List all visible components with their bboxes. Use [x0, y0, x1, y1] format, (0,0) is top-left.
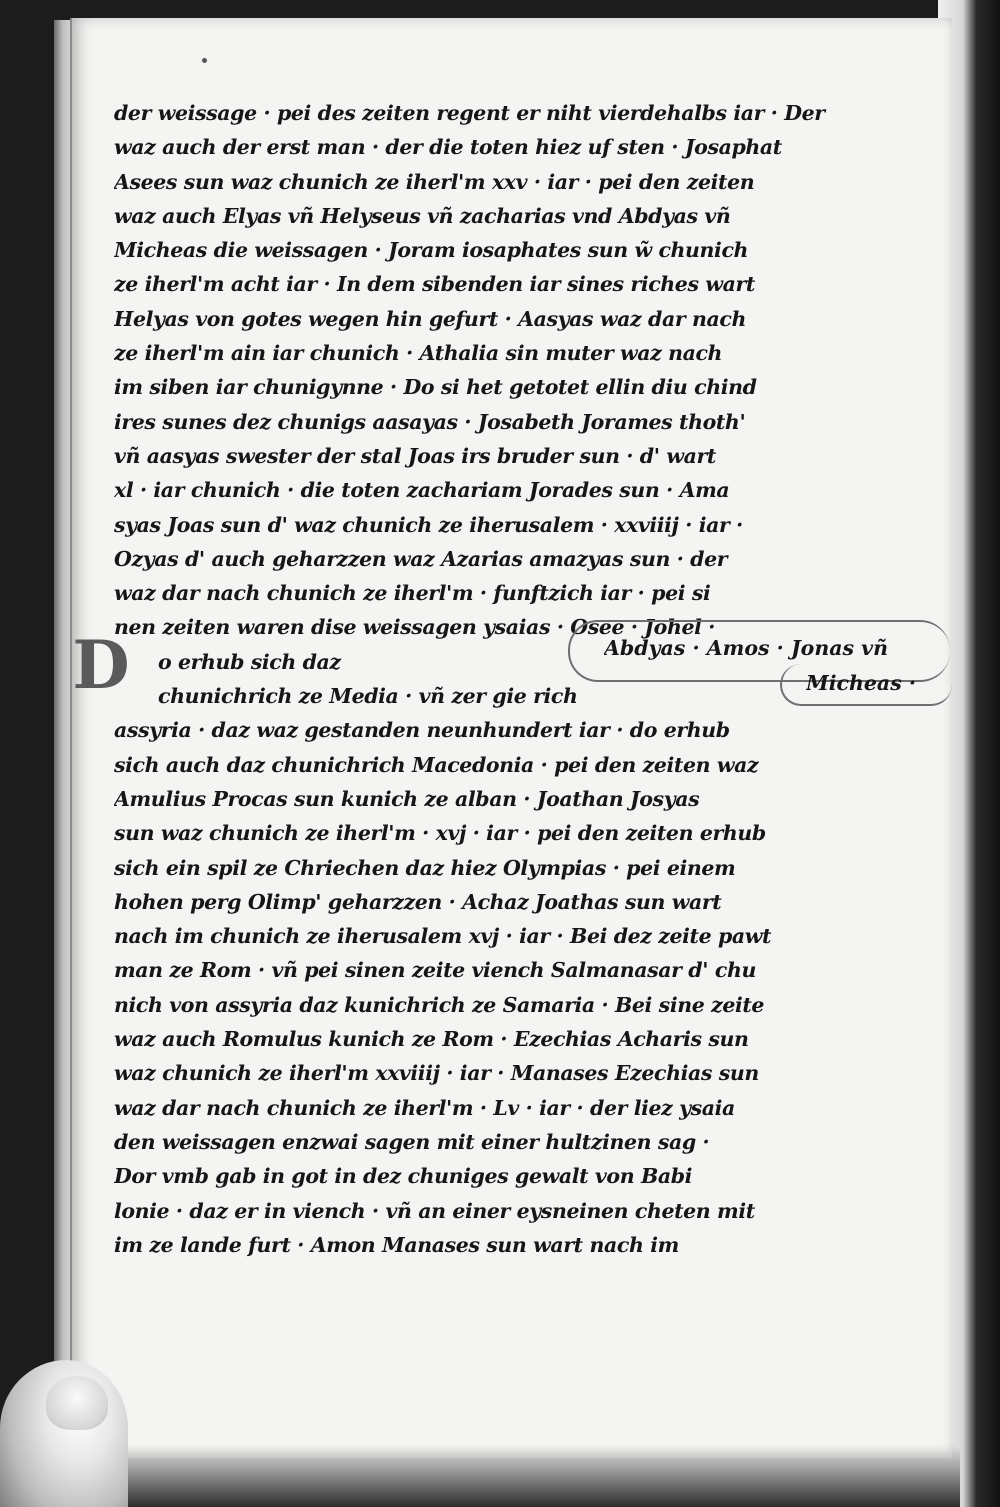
- text-line: sun waz chunich ze iherl'm · xvj · iar · pei den zeiten erhub: [114, 821, 766, 846]
- text-line: Micheas die weissagen · Joram iosaphates sun w̃ chunich: [114, 238, 749, 263]
- text-line: Ozyas d' auch geharzzen waz Azarias amazyas sun · der: [114, 546, 728, 571]
- text-line: nen zeiten waren dise weissagen ysaias · Osee · Johel ·: [114, 615, 715, 640]
- text-line: Asees sun waz chunich ze iherl'm xxv · iar · pei den zeiten: [114, 169, 755, 194]
- text-line: im ze lande furt · Amon Manases sun wart nach im: [114, 1232, 679, 1257]
- text-line: waz auch Elyas vñ Helyseus vñ zacharias vnd Abdyas vñ: [114, 203, 731, 228]
- text-line: o erhub sich daz: [158, 649, 341, 674]
- text-line: vñ aasyas swester der stal Joas irs bruder sun · d' wart: [114, 443, 716, 468]
- text-line: syas Joas sun d' waz chunich ze iherusalem · xxviiij · iar ·: [114, 512, 743, 537]
- thumbnail-highlight: [46, 1376, 108, 1430]
- text-line: lonie · daz er in viench · vñ an einer eysneinen cheten mit: [114, 1198, 755, 1223]
- text-line: assyria · daz waz gestanden neunhundert iar · do erhub: [114, 718, 730, 743]
- text-line: xl · iar chunich · die toten zachariam Jorades sun · Ama: [114, 478, 730, 503]
- text-line: Dor vmb gab in got in dez chuniges gewalt von Babi: [114, 1164, 693, 1189]
- text-line: Helyas von gotes wegen hin gefurt · Aasyas waz dar nach: [114, 306, 746, 331]
- text-line: den weissagen enzwai sagen mit einer hultzinen sag ·: [114, 1129, 710, 1154]
- text-line: der weissage · pei des zeiten regent er niht vierdehalbs iar · Der: [114, 101, 825, 125]
- text-line: waz auch Romulus kunich ze Rom · Ezechias Acharis sun: [114, 1027, 749, 1052]
- text-line: nach im chunich ze iherusalem xvj · iar · Bei dez zeite pawt: [114, 924, 772, 949]
- text-line: waz auch der erst man · der die toten hiez uf sten · Josaphat: [114, 135, 782, 160]
- text-line: chunichrich ze Media · vñ zer gie rich: [158, 684, 578, 709]
- text-line: sich auch daz chunichrich Macedonia · pei den zeiten waz: [114, 752, 759, 777]
- text-line: ze iherl'm acht iar · In dem sibenden iar sines riches wart: [114, 272, 755, 297]
- text-line: waz dar nach chunich ze iherl'm · funftzich iar · pei si: [114, 581, 711, 606]
- text-line: man ze Rom · vñ pei sinen zeite viench Salmanasar d' chu: [114, 958, 756, 983]
- text-line: Amulius Procas sun kunich ze alban · Joathan Josyas: [114, 786, 700, 811]
- marginal-note-2: Micheas ·: [806, 671, 917, 695]
- text-line: nich von assyria daz kunichrich ze Samaria · Bei sine zeite: [114, 992, 765, 1017]
- decorated-initial: D: [72, 626, 130, 704]
- text-line: waz chunich ze iherl'm xxviiij · iar · Manases Ezechias sun: [114, 1061, 759, 1086]
- text-line: im siben iar chunigynne · Do si het getotet ellin diu chind: [114, 375, 757, 400]
- text-line: ires sunes dez chunigs aasayas · Josabeth Jorames thoth': [114, 409, 746, 434]
- manuscript-text: [114, 96, 904, 1262]
- text-line: waz dar nach chunich ze iherl'm · Lv · iar · der liez ysaia: [114, 1095, 735, 1120]
- text-line: sich ein spil ze Chriechen daz hiez Olympias · pei einem: [114, 855, 736, 880]
- text-line: ze iherl'm ain iar chunich · Athalia sin muter waz nach: [114, 341, 723, 366]
- ink-speck: [202, 58, 207, 63]
- marginal-note-1: Abdyas · Amos · Jonas vñ: [604, 636, 888, 660]
- text-line: hohen perg Olimp' geharzzen · Achaz Joathas sun wart: [114, 889, 722, 914]
